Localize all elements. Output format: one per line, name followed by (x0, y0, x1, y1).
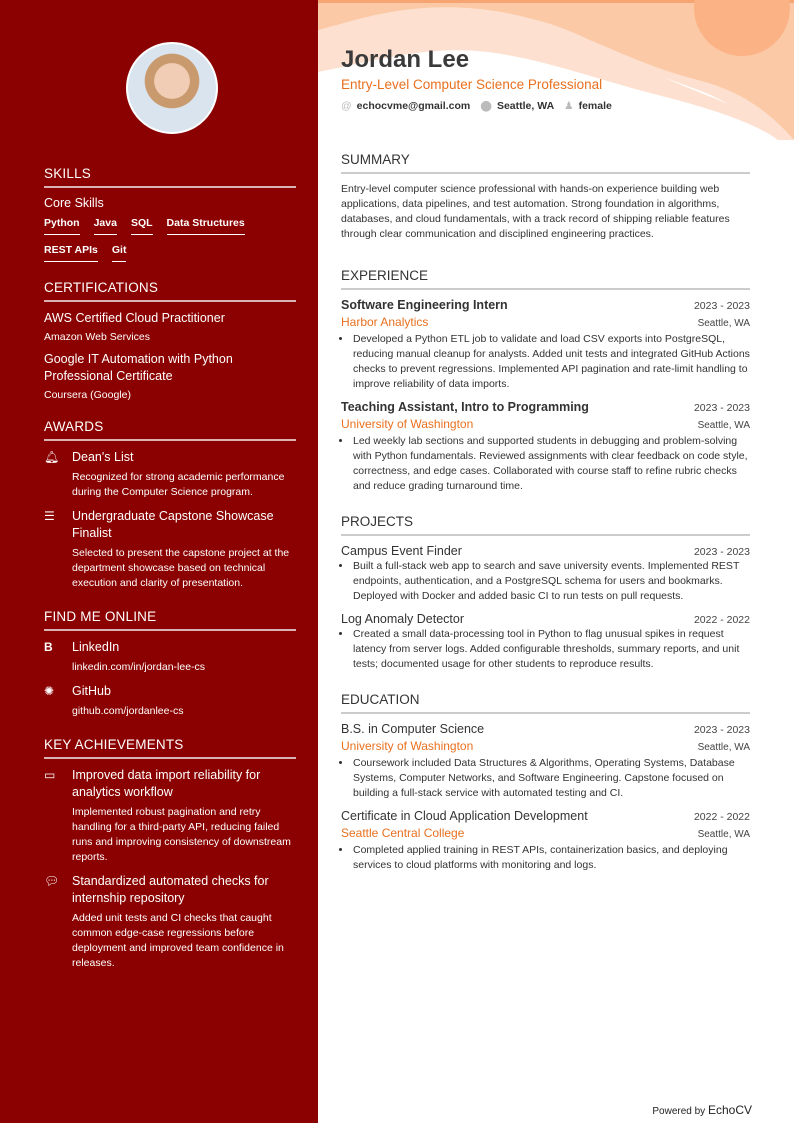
job-org: Harbor Analytics (341, 315, 429, 329)
cert-issuer: Coursera (Google) (44, 389, 131, 401)
achievement-title: Standardized automated checks for internship repository (72, 874, 269, 905)
online-link[interactable]: linkedin.com/in/jordan-lee-cs (72, 661, 206, 673)
education-bullet: • Completed applied training in REST APIs, containerization basics, and deploying services to cloud platforms with monitoring and logs. (352, 843, 750, 873)
education-heading: EDUCATION (341, 692, 750, 714)
person-icon: ♟ (564, 100, 574, 112)
location (480, 100, 554, 112)
at-icon: @ (341, 100, 352, 112)
project-item (341, 612, 750, 672)
online-heading: FIND ME ONLINE (44, 609, 296, 631)
job-location: Seattle, WA (697, 318, 750, 329)
awards-heading: AWARDS (44, 419, 296, 441)
experience-heading: EXPERIENCE (341, 268, 750, 290)
github-icon: ✺ (44, 684, 55, 698)
online-link[interactable]: github.com/jordanlee-cs (72, 705, 184, 717)
achievement-desc: Implemented robust pagination and retry handling for a third-party API, reducing failed runs and improving consistency of downstream reports. (72, 806, 291, 863)
degree-title: Certificate in Cloud Application Development (341, 809, 588, 823)
project-item (341, 544, 750, 604)
education-item (341, 809, 750, 873)
degree-title: B.S. in Computer Science (341, 722, 485, 736)
award-title: Undergraduate Capstone Showcase Finalist (72, 509, 274, 540)
award-title: Dean's List (72, 450, 134, 464)
footer-prefix: Powered by (652, 1106, 706, 1117)
footer-credit (652, 1103, 752, 1117)
candidate-name: Jordan Lee (341, 46, 470, 73)
award-item (44, 449, 296, 500)
email[interactable] (341, 100, 470, 112)
badge-icon: ▭ (44, 768, 56, 782)
experience-item (341, 298, 750, 392)
skills-group: Core Skills (44, 196, 104, 210)
certifications-heading: CERTIFICATIONS (44, 280, 296, 302)
job-dates: 2023 - 2023 (693, 402, 750, 414)
project-dates: 2023 - 2023 (693, 546, 750, 558)
email-text: echocvme@gmail.com (356, 100, 471, 112)
skills-tags (44, 214, 296, 268)
job-location: Seattle, WA (697, 420, 750, 431)
skill-tag: REST APIs (44, 241, 98, 262)
achievement-item (44, 873, 296, 971)
linkedin-icon: B (44, 640, 53, 654)
skills-heading: SKILLS (44, 166, 296, 188)
skill-tag: Git (112, 241, 127, 262)
achievements-heading: KEY ACHIEVEMENTS (44, 737, 296, 759)
location-pin-icon: ⬤ (480, 100, 492, 112)
achievement-item (44, 767, 296, 865)
achievement-desc: Added unit tests and CI checks that caught common edge-case regressions before deployment and improved team confidence in releases. (72, 912, 284, 969)
footer-brand[interactable]: EchoCV (707, 1103, 752, 1117)
job-title: Software Engineering Intern (341, 298, 508, 312)
achievement-title: Improved data import reliability for analytics workflow (72, 768, 261, 799)
school-location: Seattle, WA (697, 742, 750, 753)
bell-icon: 🔔︎ (44, 450, 60, 464)
skill-tag: SQL (131, 214, 153, 235)
contact-info (341, 100, 612, 112)
job-bullet: • Developed a Python ETL job to validate and load CSV exports into PostgreSQL, reducing manual cleanup for analysts. Added unit tests and integrated GitHub Actions checks to prevent regressions. Implemented API pagination and rate-limit handling to improve reliability of data imports. (352, 332, 750, 392)
job-title: Teaching Assistant, Intro to Programming (341, 400, 589, 414)
summary-heading: SUMMARY (341, 152, 750, 174)
profile-photo (126, 42, 218, 134)
cert-name: AWS Certified Cloud Practitioner (44, 311, 225, 325)
skill-tag: Data Structures (167, 214, 245, 235)
award-desc: Selected to present the capstone project at the department showcase based on technical execution and clarity of presentation. (72, 547, 290, 589)
job-org: University of Washington (341, 417, 474, 431)
projects-heading: PROJECTS (341, 514, 750, 536)
gender-text: female (578, 100, 612, 112)
experience-item (341, 400, 750, 494)
degree-dates: 2023 - 2023 (693, 724, 750, 736)
skill-tag: Python (44, 214, 80, 235)
project-title: Log Anomaly Detector (341, 612, 464, 626)
project-bullet: • Created a small data-processing tool in Python to flag unusual spikes in request latency from server logs. Added configurable thresholds, summary reports, and unit tests; documented usage for other students to reproduce results. (352, 627, 750, 672)
online-item[interactable] (44, 639, 296, 675)
school-name: Seattle Central College (341, 826, 465, 840)
chat-icon: 💬︎ (44, 874, 60, 888)
online-title: LinkedIn (72, 640, 120, 654)
job-bullet: • Led weekly lab sections and supported students in debugging and problem-solving with Python fundamentals. Reviewed assignments with clear feedback on code style, correctness, and edge cases. Collaborated with course staff to refine rubric checks and reduce grading turnaround time. (352, 434, 750, 494)
skill-tag: Java (94, 214, 117, 235)
candidate-role: Entry-Level Computer Science Professional (341, 77, 603, 92)
online-title: GitHub (72, 684, 111, 698)
degree-dates: 2022 - 2022 (693, 811, 750, 823)
job-dates: 2023 - 2023 (693, 300, 750, 312)
award-item (44, 508, 296, 591)
list-icon: ☰ (44, 509, 55, 523)
location-text: Seattle, WA (496, 100, 555, 112)
project-dates: 2022 - 2022 (693, 614, 750, 626)
project-title: Campus Event Finder (341, 544, 462, 558)
cert-issuer: Amazon Web Services (44, 331, 151, 343)
school-name: University of Washington (341, 739, 474, 753)
cert-name: Google IT Automation with Python Professional Certificate (44, 352, 233, 383)
online-item[interactable] (44, 683, 296, 719)
project-bullet: • Built a full-stack web app to search and save university events. Implemented REST endpoints, authentication, and a PostgreSQL schema for users and bookmarks. Deployed with Docker and added basic CI to run tests on pull requests. (352, 559, 750, 604)
award-desc: Recognized for strong academic performance during the Computer Science program. (72, 471, 285, 498)
gender (564, 100, 612, 112)
summary-text: Entry-level computer science professional with hands-on experience building web applications, data pipelines, and test automation. Strong foundation in algorithms, databases, and cloud fundamentals, with a track record of shipping reliable features through clear communication and disciplined engineering practices. (341, 183, 730, 240)
education-item (341, 722, 750, 801)
school-location: Seattle, WA (697, 829, 750, 840)
sidebar (0, 0, 318, 1123)
education-bullet: • Coursework included Data Structures & Algorithms, Operating Systems, Database Systems, Computer Networks, and Software Engineering. Capstone focused on building a full-stack service with automated testing and CI. (352, 756, 750, 801)
